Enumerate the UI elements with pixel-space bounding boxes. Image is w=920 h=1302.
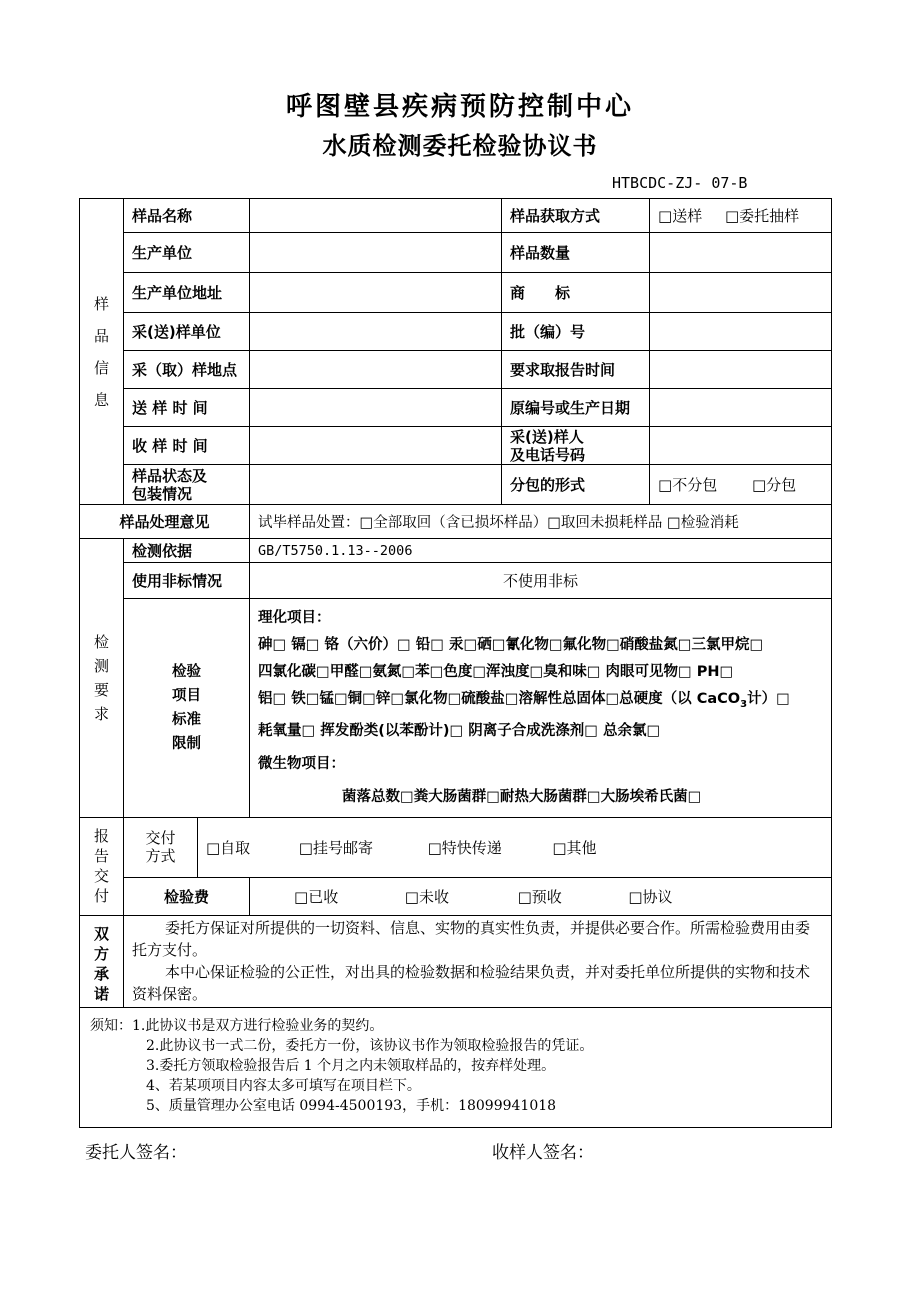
producer-field[interactable] [250, 233, 502, 273]
sample-info-section-label: 样 品 信 息 [80, 199, 124, 505]
non-standard-label: 使用非标情况 [124, 563, 250, 599]
receiver-signature-label[interactable]: 收样人签名： [492, 1143, 594, 1163]
sample-name-field[interactable] [250, 199, 502, 233]
fee-option-received[interactable]: □已收 [294, 887, 339, 906]
acquire-method-label: 样品获取方式 [502, 199, 650, 233]
sampling-location-field[interactable] [250, 351, 502, 389]
notes-block [80, 1007, 832, 1127]
send-time-field[interactable] [250, 389, 502, 427]
delivery-method-options [198, 817, 832, 877]
promise-client-paragraph: 委托方保证对所提供的一切资料、信息、实物的真实性负责，并提供必要合作。所需检验费用由委托方支付。 [132, 918, 811, 959]
fee-option-not-received[interactable]: □未收 [404, 887, 449, 906]
org-title: 呼图壁县疾病预防控制中心 [285, 92, 634, 122]
delivery-option-other[interactable]: □其他 [552, 838, 597, 857]
pack-form-options [650, 465, 832, 505]
producer-address-label: 生产单位地址 [124, 273, 250, 313]
chem-items-title: 理化项目： [258, 610, 331, 626]
delivery-option-self[interactable]: □自取 [206, 838, 251, 857]
sample-qty-label: 样品数量 [502, 233, 650, 273]
delivery-option-registered-mail[interactable]: □挂号邮寄 [298, 838, 373, 857]
delivery-option-express[interactable]: □特快传递 [427, 838, 502, 857]
note-2: 2.此协议书一式二份，委托方一份，该协议书作为领取检验报告的凭证。 [146, 1037, 594, 1054]
original-number-field[interactable] [650, 389, 832, 427]
client-signature-label[interactable]: 委托人签名： [85, 1143, 187, 1163]
chem-items-line-4[interactable]: 耗氧量□ 挥发酚类(以苯酚计)□ 阴离子合成洗涤剂□ 总余氯□ [258, 722, 661, 739]
promise-center-paragraph: 本中心保证检验的公正性，对出具的检验数据和检验结果负责，并对委托单位所提供的实物和技术资料保密。 [132, 962, 811, 1003]
test-req-section-label: 检 测 要 求 [80, 539, 124, 818]
note-1: 须知：1.此协议书是双方进行检验业务的契约。 [90, 1017, 384, 1034]
producer-label: 生产单位 [124, 233, 250, 273]
test-basis-label: 检测依据 [124, 539, 250, 563]
fee-option-prepaid[interactable]: □预收 [517, 887, 562, 906]
pack-form-label: 分包的形式 [502, 465, 650, 505]
batch-number-label: 批（编）号 [502, 313, 650, 351]
sampling-location-label: 采（取）样地点 [124, 351, 250, 389]
fee-options [250, 877, 832, 915]
producer-address-field[interactable] [250, 273, 502, 313]
sample-dispose-options[interactable]: 试毕样品处置：□全部取回（含已损坏样品）□取回未损耗样品 □检验消耗 [250, 505, 832, 539]
sender-phone-label: 采(送)样人 及电话号码 [502, 427, 650, 465]
report-section-label: 报 告 交 付 [80, 817, 124, 915]
brand-label: 商 标 [502, 273, 650, 313]
test-items-block [250, 599, 832, 818]
test-basis-value[interactable]: GB/T5750.1.13--2006 [250, 539, 832, 563]
sender-phone-field[interactable] [650, 427, 832, 465]
acquire-option-send[interactable]: □送样 [658, 207, 703, 225]
note-4: 4、若某项项目内容太多可填写在项目栏下。 [146, 1077, 421, 1094]
send-time-label: 送 样 时 间 [124, 389, 250, 427]
sender-unit-label: 采(送)样单位 [124, 313, 250, 351]
brand-field[interactable] [650, 273, 832, 313]
acquire-method-options [650, 199, 832, 233]
pack-option-none[interactable]: □不分包 [658, 476, 718, 494]
sample-name-label: 样品名称 [124, 199, 250, 233]
chem-items-line-1[interactable]: 砷□ 镉□ 铬（六价）□ 铅□ 汞□硒□氰化物□氟化物□硝酸盐氮□三氯甲烷□ [258, 637, 764, 653]
chem-items-line-3[interactable]: 铝□ 铁□锰□铜□锌□氯化物□硫酸盐□溶解性总固体□总硬度（以 CaCO$_3$计）□ [258, 691, 790, 710]
report-time-label: 要求取报告时间 [502, 351, 650, 389]
receive-time-label: 收 样 时 间 [124, 427, 250, 465]
test-items-label: 检验 项目 标准 限制 [124, 599, 250, 818]
batch-number-field[interactable] [650, 313, 832, 351]
receive-time-field[interactable] [250, 427, 502, 465]
chem-items-line-2[interactable]: 四氯化碳□甲醛□氨氮□苯□色度□浑浊度□臭和味□ 肉眼可见物□ PH□ [258, 664, 734, 680]
fee-option-agreement[interactable]: □协议 [628, 887, 673, 906]
document-number: HTBCDC-ZJ- 07-B [612, 174, 748, 192]
acquire-option-entrust[interactable]: □委托抽样 [724, 207, 800, 225]
micro-items-title: 微生物项目： [258, 755, 346, 772]
non-standard-value[interactable]: 不使用非标 [250, 563, 832, 599]
pack-option-split[interactable]: □分包 [751, 476, 797, 494]
sample-state-field[interactable] [250, 465, 502, 505]
note-5: 5、质量管理办公室电话 0994-4500193，手机：18099941018 [146, 1097, 557, 1114]
original-number-label: 原编号或生产日期 [502, 389, 650, 427]
sample-dispose-label: 样品处理意见 [80, 505, 250, 539]
promise-section-label: 双 方 承 诺 [80, 915, 124, 1007]
sample-state-label: 样品状态及 包装情况 [124, 465, 250, 505]
form-title: 水质检测委托检验协议书 [322, 132, 598, 160]
fee-label: 检验费 [124, 877, 250, 915]
report-time-field[interactable] [650, 351, 832, 389]
note-3: 3.委托方领取检验报告后 1 个月之内未领取样品的，按弃样处理。 [146, 1057, 556, 1074]
micro-items-line[interactable]: 菌落总数□粪大肠菌群□耐热大肠菌群□大肠埃希氏菌□ [342, 788, 702, 805]
sample-qty-field[interactable] [650, 233, 832, 273]
promise-text [124, 915, 832, 1007]
delivery-method-label: 交付 方式 [124, 817, 198, 877]
agreement-form-table [79, 198, 832, 1128]
sender-unit-field[interactable] [250, 313, 502, 351]
